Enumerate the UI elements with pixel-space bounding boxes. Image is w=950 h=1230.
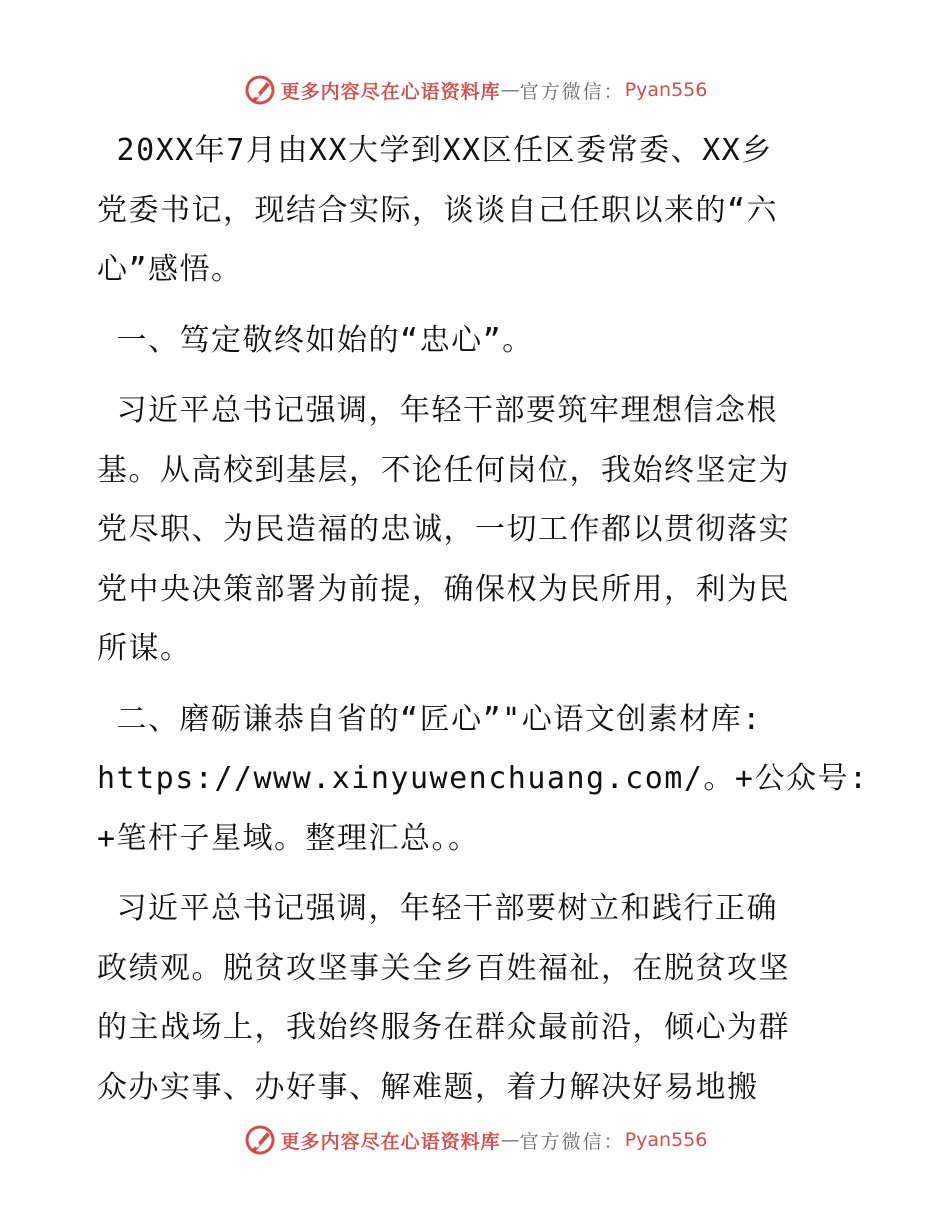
text-line: 心”感悟。	[97, 252, 243, 287]
section-heading-2	[97, 690, 869, 869]
text-line: 政绩观。脱贫攻坚事关全乡百姓福祉，在脱贫攻坚	[97, 950, 790, 986]
footer-watermark	[0, 1120, 950, 1160]
text-line: 习近平总书记强调，年轻干部要筑牢理想信念根	[97, 393, 779, 428]
paragraph-loyalty	[97, 381, 857, 679]
watermark-brand-text: 更多内容尽在心语资料库	[280, 80, 501, 103]
watermark-dash: —	[500, 1129, 520, 1151]
section-heading-1	[97, 311, 857, 371]
text-line: 党尽职、为民造福的忠诚，一切工作都以贯彻落实	[97, 512, 790, 547]
header-watermark	[0, 70, 950, 110]
text-line: 二、磨砺谦恭自省的“匠心”"心语文创素材库:	[97, 701, 762, 737]
text-line: 所谋。	[97, 631, 192, 666]
text-line: 20XX年7月由XX大学到XX区任区委常委、XX乡	[97, 133, 773, 168]
text-line: 的主战场上，我始终服务在群众最前沿，倾心为群	[97, 1010, 790, 1045]
watermark-wechat-label: 官方微信：	[519, 1130, 625, 1153]
quill-seal-icon	[243, 1123, 277, 1157]
quill-seal-icon	[243, 73, 277, 107]
watermark-brand-text: 更多内容尽在心语资料库	[280, 1130, 501, 1153]
text-line: 一、笃定敬终如始的“忠心”。	[97, 322, 534, 358]
text-line: https://www.xinyuwenchuang.com/。+公众号:	[97, 761, 869, 796]
watermark-wechat-id: Pyan556	[624, 1129, 708, 1151]
text-line: 党中央决策部署为前提，确保权为民所用，利为民	[97, 571, 790, 607]
watermark-wechat-id: Pyan556	[624, 79, 708, 101]
document-body	[97, 121, 869, 1117]
text-line: +笔杆子星域。整理汇总。。	[97, 820, 480, 856]
text-line: 众办实事、办好事、解难题，着力解决好易地搬	[97, 1069, 759, 1105]
watermark-wechat-label: 官方微信：	[519, 80, 625, 103]
paragraph-achievement	[97, 879, 857, 1117]
text-line: 党委书记，现结合实际，谈谈自己任职以来的“六	[97, 192, 779, 228]
watermark-dash: —	[500, 79, 520, 101]
text-line: 习近平总书记强调，年轻干部要树立和践行正确	[97, 891, 779, 926]
paragraph-intro	[97, 121, 857, 300]
text-line: 基。从高校到基层，不论任何岗位，我始终坚定为	[97, 452, 790, 488]
